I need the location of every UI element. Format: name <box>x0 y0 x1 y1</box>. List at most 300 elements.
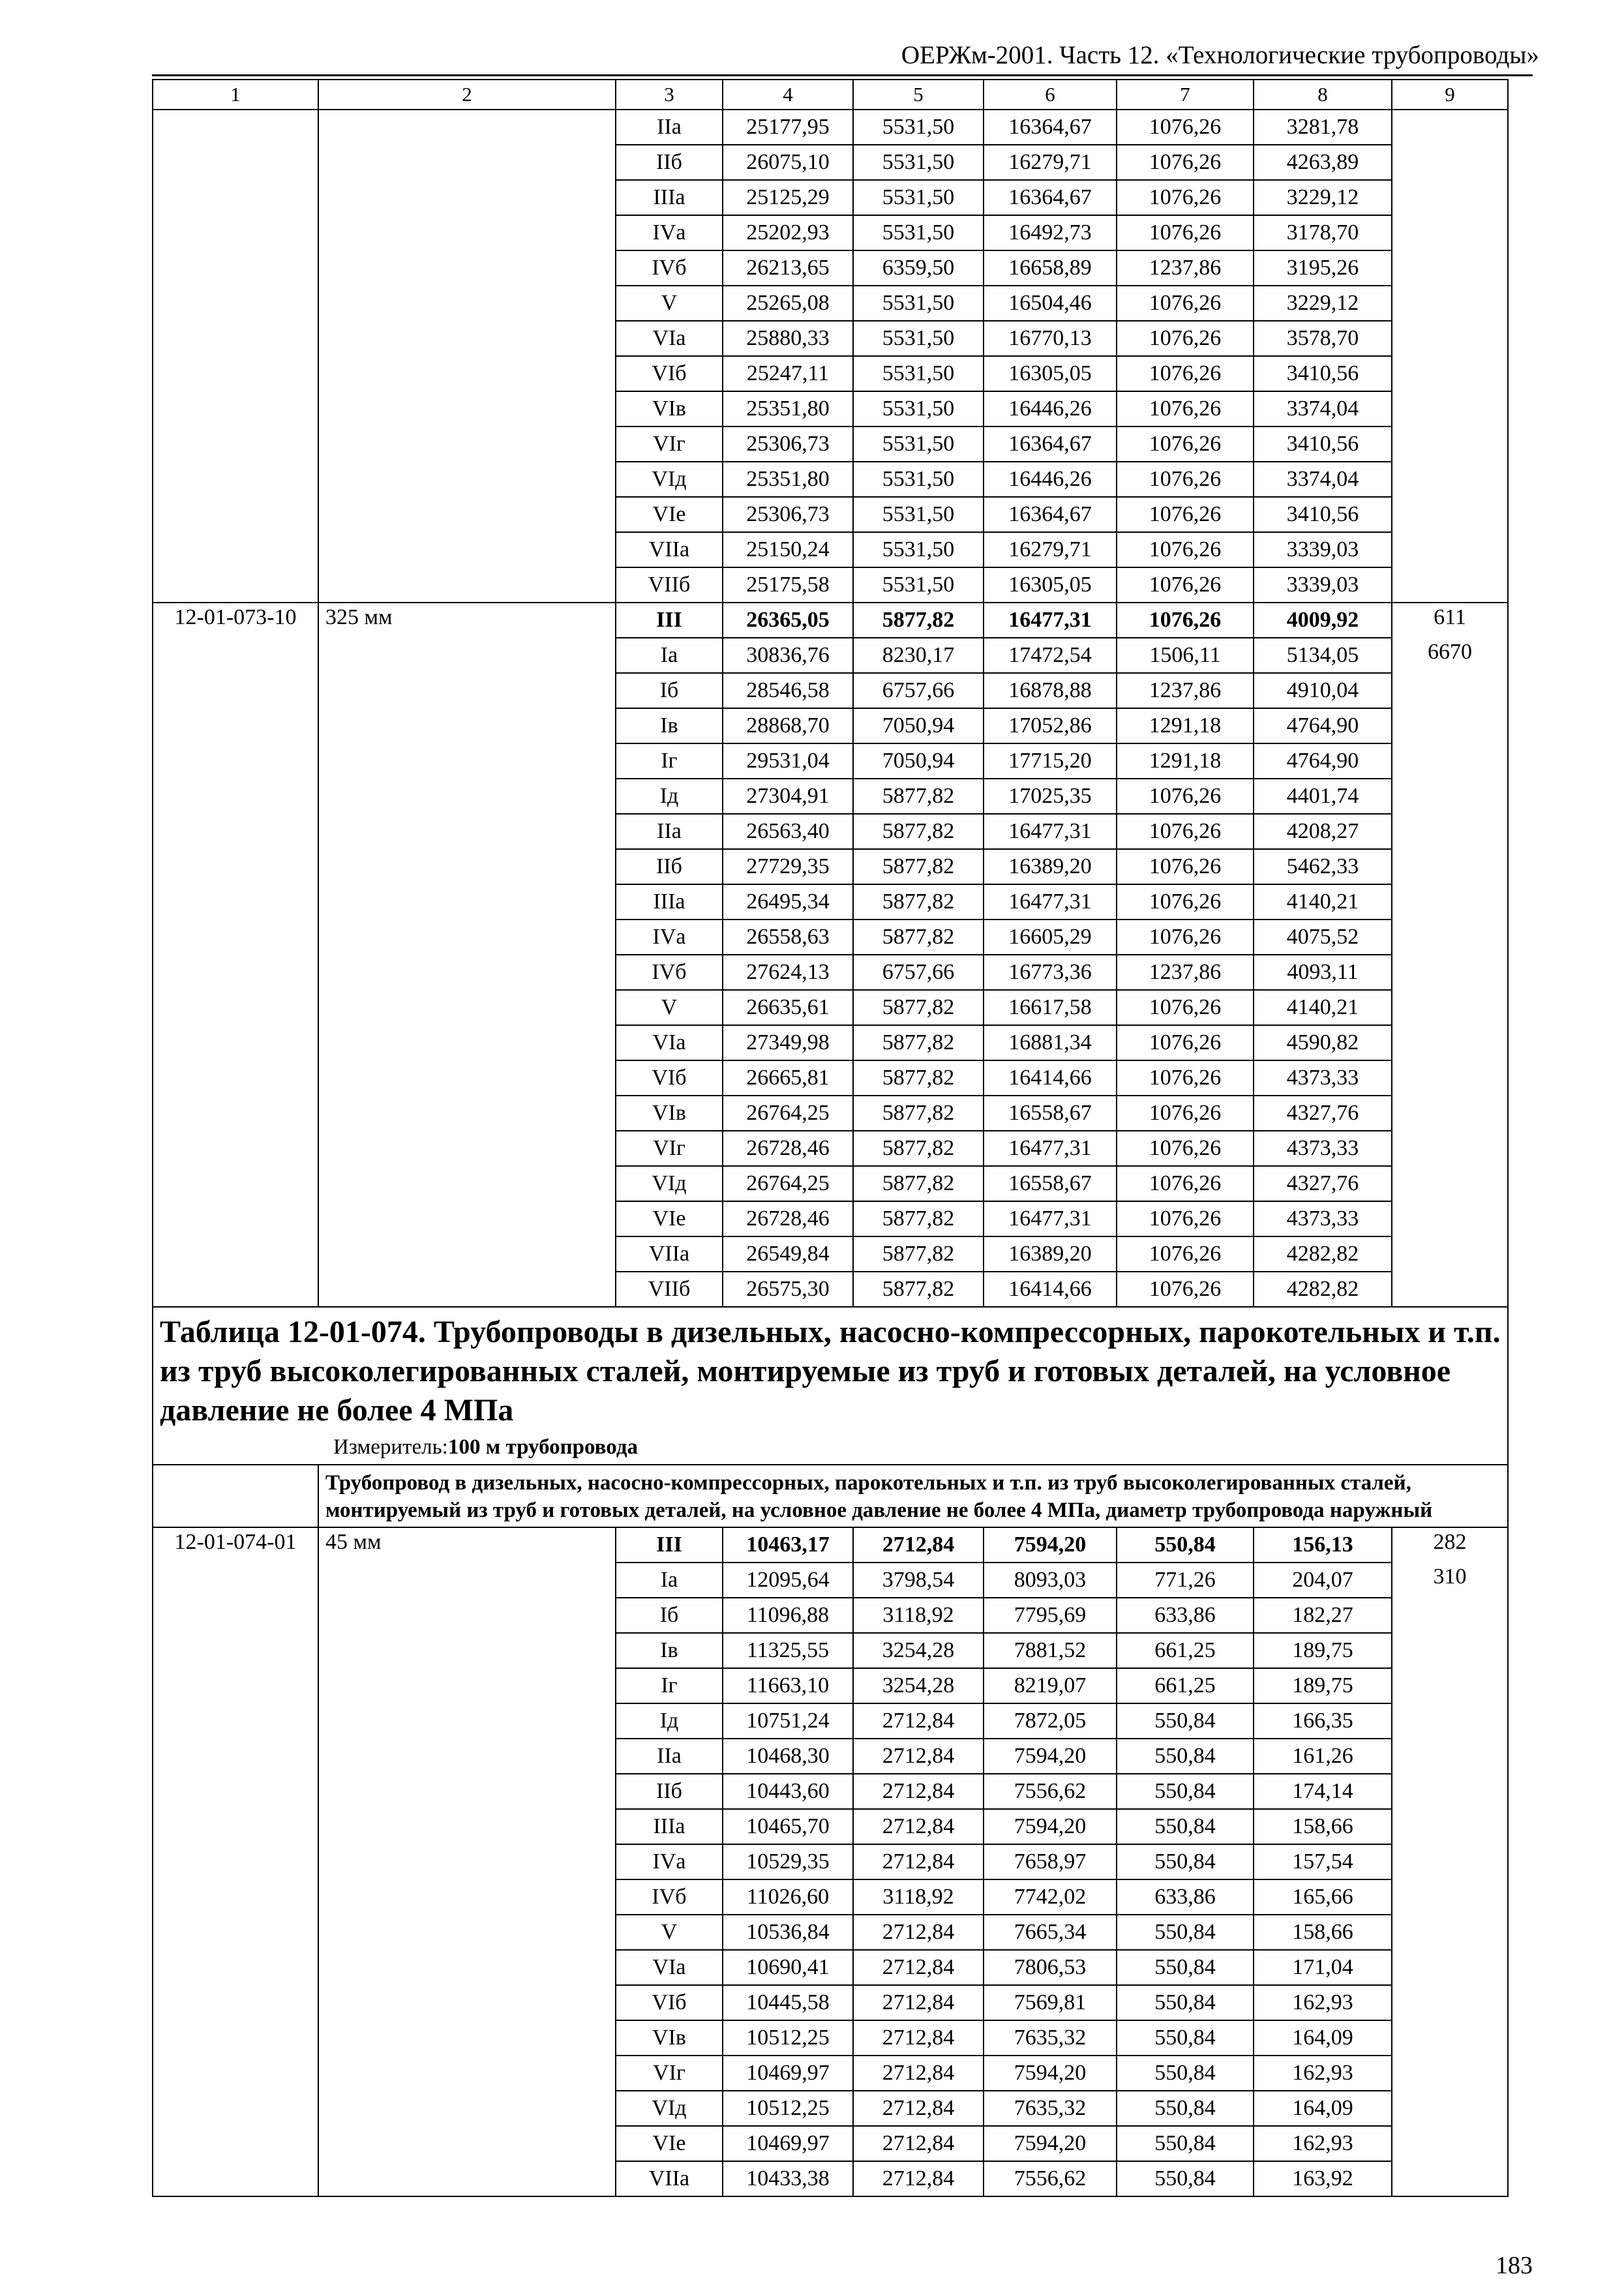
materials-cost-cell: 166,35 <box>1254 1703 1392 1739</box>
materials-cost-cell: 4373,33 <box>1254 1201 1392 1236</box>
materials-cost-cell: 164,09 <box>1254 2020 1392 2056</box>
labor-cost-cell <box>1392 532 1508 567</box>
machine-cost-cell: 16389,20 <box>984 1236 1117 1272</box>
diameter-cell <box>318 1131 616 1166</box>
labor-cost-cell <box>1392 990 1508 1025</box>
zone-cell: Iг <box>616 743 723 779</box>
diameter-cell <box>318 2126 616 2161</box>
materials-cost-cell: 164,09 <box>1254 2091 1392 2126</box>
rate-code-cell <box>153 1668 318 1703</box>
driver-wages-cell: 1076,26 <box>1117 1236 1254 1272</box>
driver-wages-cell: 1076,26 <box>1117 1060 1254 1096</box>
materials-cost-cell: 4208,27 <box>1254 814 1392 849</box>
diameter-cell <box>318 990 616 1025</box>
diameter-cell <box>318 708 616 743</box>
materials-cost-cell: 4140,21 <box>1254 990 1392 1025</box>
driver-wages-cell: 1076,26 <box>1117 849 1254 884</box>
wages-cell: 5877,82 <box>853 1166 984 1201</box>
zone-cell: VIа <box>616 1025 723 1060</box>
machine-cost-cell: 16305,05 <box>984 567 1117 603</box>
measurement-unit-label: Измеритель: <box>333 1435 448 1459</box>
machine-cost-cell: 16658,89 <box>984 250 1117 286</box>
wages-cell: 5531,50 <box>853 110 984 145</box>
driver-wages-cell: 1237,86 <box>1117 955 1254 990</box>
diameter-cell <box>318 920 616 955</box>
machine-cost-cell: 16389,20 <box>984 849 1117 884</box>
driver-wages-cell: 1076,26 <box>1117 1025 1254 1060</box>
driver-wages-cell: 1076,26 <box>1117 814 1254 849</box>
total-cost-cell: 10463,17 <box>723 1527 853 1563</box>
total-cost-cell: 28868,70 <box>723 708 853 743</box>
labor-cost-cell <box>1392 2020 1508 2056</box>
table-row <box>153 250 1508 286</box>
wages-cell: 5877,82 <box>853 1272 984 1307</box>
machine-cost-cell: 16492,73 <box>984 215 1117 250</box>
zone-cell: VIб <box>616 356 723 391</box>
rate-code-cell <box>153 1025 318 1060</box>
labor-cost-cell <box>1392 849 1508 884</box>
driver-wages-cell: 1076,26 <box>1117 1166 1254 1201</box>
labor-cost-cell <box>1392 708 1508 743</box>
wages-cell: 2712,84 <box>853 1985 984 2020</box>
materials-cost-cell: 4093,11 <box>1254 955 1392 990</box>
total-cost-cell: 10469,97 <box>723 2056 853 2091</box>
labor-cost-cell <box>1392 1236 1508 1272</box>
driver-wages-cell: 550,84 <box>1117 2020 1254 2056</box>
total-cost-cell: 26213,65 <box>723 250 853 286</box>
table-row <box>153 145 1508 180</box>
table-row <box>153 955 1508 990</box>
materials-cost-cell: 3195,26 <box>1254 250 1392 286</box>
diameter-cell <box>318 814 616 849</box>
table-row <box>153 1096 1508 1131</box>
total-cost-cell: 26365,05 <box>723 603 853 638</box>
machine-cost-cell: 16477,31 <box>984 884 1117 920</box>
table-row <box>153 1527 1508 1563</box>
rate-code-cell <box>153 1131 318 1166</box>
zone-cell: IIа <box>616 1739 723 1774</box>
wages-cell: 5531,50 <box>853 426 984 462</box>
diameter-cell <box>318 532 616 567</box>
driver-wages-cell: 1076,26 <box>1117 920 1254 955</box>
labor-cost-cell <box>1392 1633 1508 1668</box>
table-row <box>153 1272 1508 1307</box>
materials-cost-cell: 4764,90 <box>1254 708 1392 743</box>
table-row <box>153 391 1508 426</box>
zone-cell: VIв <box>616 2020 723 2056</box>
labor-cost-cell <box>1392 215 1508 250</box>
diameter-cell: 325 мм <box>318 603 616 638</box>
total-cost-cell: 27349,98 <box>723 1025 853 1060</box>
total-cost-cell: 25306,73 <box>723 426 853 462</box>
diameter-cell <box>318 1739 616 1774</box>
rate-code-cell <box>153 1915 318 1950</box>
materials-cost-cell: 3410,56 <box>1254 426 1392 462</box>
rate-code-cell <box>153 2056 318 2091</box>
zone-cell: VIе <box>616 2126 723 2161</box>
table-row <box>153 1915 1508 1950</box>
total-cost-cell: 26728,46 <box>723 1131 853 1166</box>
materials-cost-cell: 189,75 <box>1254 1633 1392 1668</box>
zone-cell: VIIб <box>616 1272 723 1307</box>
labor-cost-cell <box>1392 321 1508 356</box>
machine-cost-cell: 16558,67 <box>984 1166 1117 1201</box>
column-number: 6 <box>984 80 1117 110</box>
materials-cost-cell: 4590,82 <box>1254 1025 1392 1060</box>
labor-cost-cell <box>1392 1844 1508 1879</box>
zone-cell: Iа <box>616 1563 723 1598</box>
materials-cost-cell: 158,66 <box>1254 1915 1392 1950</box>
table-row <box>153 2126 1508 2161</box>
machine-cost-cell: 7556,62 <box>984 1774 1117 1809</box>
labor-cost-cell: 282 <box>1392 1527 1508 1563</box>
rate-code-cell <box>153 779 318 814</box>
total-cost-cell: 11096,88 <box>723 1598 853 1633</box>
total-cost-cell: 26549,84 <box>723 1236 853 1272</box>
table-row <box>153 1025 1508 1060</box>
diameter-cell <box>318 1025 616 1060</box>
diameter-cell <box>318 286 616 321</box>
diameter-cell <box>318 1844 616 1879</box>
zone-cell: IIIа <box>616 180 723 215</box>
table-title: Таблица 12-01-074. Трубопроводы в дизельных, насосно-компрессорных, парокотельных и т.п. из труб высоколегированных сталей, монтируемые из труб и готовых деталей, на условное давление не более 4 МПа <box>160 1315 1501 1428</box>
diameter-cell <box>318 955 616 990</box>
table-row <box>153 286 1508 321</box>
machine-cost-cell: 16364,67 <box>984 497 1117 532</box>
total-cost-cell: 26575,30 <box>723 1272 853 1307</box>
machine-cost-cell: 7872,05 <box>984 1703 1117 1739</box>
rate-code-cell <box>153 321 318 356</box>
zone-cell: VIг <box>616 1131 723 1166</box>
materials-cost-cell: 3229,12 <box>1254 286 1392 321</box>
materials-cost-cell: 3410,56 <box>1254 356 1392 391</box>
zone-cell: VIг <box>616 426 723 462</box>
zone-cell: VIв <box>616 391 723 426</box>
labor-cost-cell <box>1392 1598 1508 1633</box>
driver-wages-cell: 1076,26 <box>1117 1131 1254 1166</box>
wages-cell: 8230,17 <box>853 638 984 673</box>
column-number: 7 <box>1117 80 1254 110</box>
wages-cell: 5531,50 <box>853 462 984 497</box>
total-cost-cell: 27304,91 <box>723 779 853 814</box>
table-row <box>153 743 1508 779</box>
driver-wages-cell: 1076,26 <box>1117 391 1254 426</box>
wages-cell: 5531,50 <box>853 286 984 321</box>
diameter-cell <box>318 638 616 673</box>
table-row <box>153 920 1508 955</box>
driver-wages-cell: 550,84 <box>1117 1915 1254 1950</box>
zone-cell: VIд <box>616 2091 723 2126</box>
labor-cost-cell <box>1392 462 1508 497</box>
machine-cost-cell: 16617,58 <box>984 990 1117 1025</box>
machine-cost-cell: 7658,97 <box>984 1844 1117 1879</box>
table-row <box>153 567 1508 603</box>
driver-wages-cell: 1076,26 <box>1117 497 1254 532</box>
diameter-cell <box>318 1809 616 1844</box>
column-number: 5 <box>853 80 984 110</box>
labor-cost-cell <box>1392 2091 1508 2126</box>
rate-code-cell <box>153 884 318 920</box>
driver-wages-cell: 1291,18 <box>1117 708 1254 743</box>
wages-cell: 6757,66 <box>853 955 984 990</box>
total-cost-cell: 26764,25 <box>723 1096 853 1131</box>
machine-cost-cell: 16279,71 <box>984 532 1117 567</box>
wages-cell: 2712,84 <box>853 1915 984 1950</box>
zone-cell: IVа <box>616 215 723 250</box>
driver-wages-cell: 1076,26 <box>1117 426 1254 462</box>
wages-cell: 2712,84 <box>853 1844 984 1879</box>
machine-cost-cell: 16414,66 <box>984 1272 1117 1307</box>
wages-cell: 5531,50 <box>853 356 984 391</box>
rate-code-cell <box>153 145 318 180</box>
materials-cost-cell: 163,92 <box>1254 2161 1392 2196</box>
labor-cost-cell <box>1392 779 1508 814</box>
zone-cell: VIд <box>616 462 723 497</box>
machine-cost-cell: 7594,20 <box>984 1527 1117 1563</box>
materials-cost-cell: 162,93 <box>1254 1985 1392 2020</box>
table-row <box>153 497 1508 532</box>
total-cost-cell: 27624,13 <box>723 955 853 990</box>
wages-cell: 2712,84 <box>853 1739 984 1774</box>
machine-cost-cell: 16477,31 <box>984 603 1117 638</box>
materials-cost-cell: 5134,05 <box>1254 638 1392 673</box>
driver-wages-cell: 1076,26 <box>1117 990 1254 1025</box>
total-cost-cell: 25351,80 <box>723 391 853 426</box>
wages-cell: 3254,28 <box>853 1633 984 1668</box>
rate-code-cell <box>153 110 318 145</box>
driver-wages-cell: 550,84 <box>1117 1950 1254 1985</box>
materials-cost-cell: 4263,89 <box>1254 145 1392 180</box>
materials-cost-cell: 4327,76 <box>1254 1166 1392 1201</box>
zone-cell: IIб <box>616 849 723 884</box>
empty-cell <box>153 1465 318 1527</box>
driver-wages-cell: 1076,26 <box>1117 215 1254 250</box>
driver-wages-cell: 633,86 <box>1117 1879 1254 1915</box>
machine-cost-cell: 7665,34 <box>984 1915 1117 1950</box>
table-row <box>153 1879 1508 1915</box>
table-row <box>153 1201 1508 1236</box>
table-row <box>153 814 1508 849</box>
machine-cost-cell: 17715,20 <box>984 743 1117 779</box>
table-row <box>153 708 1508 743</box>
rate-code-cell <box>153 1166 318 1201</box>
diameter-cell <box>318 1563 616 1598</box>
wages-cell: 7050,94 <box>853 743 984 779</box>
total-cost-cell: 10469,97 <box>723 2126 853 2161</box>
table-row <box>153 1809 1508 1844</box>
labor-cost-cell <box>1392 180 1508 215</box>
table-row <box>153 638 1508 673</box>
table-title-cell <box>153 1307 1508 1465</box>
machine-cost-cell: 16279,71 <box>984 145 1117 180</box>
zone-cell: IIб <box>616 1774 723 1809</box>
wages-cell: 2712,84 <box>853 1527 984 1563</box>
driver-wages-cell: 771,26 <box>1117 1563 1254 1598</box>
wages-cell: 5531,50 <box>853 180 984 215</box>
table-row <box>153 1060 1508 1096</box>
materials-cost-cell: 4009,92 <box>1254 603 1392 638</box>
rate-code-cell <box>153 1201 318 1236</box>
materials-cost-cell: 4282,82 <box>1254 1236 1392 1272</box>
zone-cell: V <box>616 286 723 321</box>
rate-code-cell <box>153 1563 318 1598</box>
diameter-cell <box>318 1236 616 1272</box>
diameter-cell <box>318 1950 616 1985</box>
wages-cell: 5877,82 <box>853 1131 984 1166</box>
measurement-unit <box>333 1434 1501 1460</box>
rate-code-cell <box>153 1096 318 1131</box>
table-row <box>153 1668 1508 1703</box>
table-row <box>153 2091 1508 2126</box>
column-number: 4 <box>723 80 853 110</box>
table-row <box>153 1703 1508 1739</box>
table-row <box>153 1633 1508 1668</box>
machine-cost-cell: 7635,32 <box>984 2091 1117 2126</box>
labor-cost-cell <box>1392 2161 1508 2196</box>
total-cost-cell: 25247,11 <box>723 356 853 391</box>
rate-code-cell <box>153 1703 318 1739</box>
driver-wages-cell: 550,84 <box>1117 1703 1254 1739</box>
total-cost-cell: 10468,30 <box>723 1739 853 1774</box>
wages-cell: 5877,82 <box>853 779 984 814</box>
labor-cost-cell <box>1392 2056 1508 2091</box>
zone-cell: IVб <box>616 955 723 990</box>
materials-cost-cell: 3178,70 <box>1254 215 1392 250</box>
total-cost-cell: 30836,76 <box>723 638 853 673</box>
materials-cost-cell: 4910,04 <box>1254 673 1392 708</box>
machine-cost-cell: 16414,66 <box>984 1060 1117 1096</box>
total-cost-cell: 26495,34 <box>723 884 853 920</box>
table-row <box>153 1131 1508 1166</box>
diameter-cell <box>318 110 616 145</box>
measurement-unit-value: 100 м трубопровода <box>448 1435 639 1459</box>
zone-cell: VIа <box>616 321 723 356</box>
wages-cell: 2712,84 <box>853 1774 984 1809</box>
rate-code-cell <box>153 743 318 779</box>
table-row <box>153 990 1508 1025</box>
labor-cost-cell <box>1392 1703 1508 1739</box>
table-row <box>153 1950 1508 1985</box>
diameter-cell <box>318 180 616 215</box>
diameter-cell <box>318 849 616 884</box>
zone-cell: VIд <box>616 1166 723 1201</box>
materials-cost-cell: 4401,74 <box>1254 779 1392 814</box>
rate-code-cell <box>153 215 318 250</box>
total-cost-cell: 12095,64 <box>723 1563 853 1598</box>
rate-code-cell <box>153 462 318 497</box>
total-cost-cell: 25125,29 <box>723 180 853 215</box>
table-row <box>153 779 1508 814</box>
total-cost-cell: 29531,04 <box>723 743 853 779</box>
materials-cost-cell: 3281,78 <box>1254 110 1392 145</box>
machine-cost-cell: 8093,03 <box>984 1563 1117 1598</box>
wages-cell: 5531,50 <box>853 321 984 356</box>
table-row <box>153 2056 1508 2091</box>
driver-wages-cell: 550,84 <box>1117 1844 1254 1879</box>
machine-cost-cell: 8219,07 <box>984 1668 1117 1703</box>
zone-cell: VIб <box>616 1985 723 2020</box>
table-row <box>153 1739 1508 1774</box>
zone-cell: V <box>616 1915 723 1950</box>
rate-code-cell <box>153 814 318 849</box>
wages-cell: 5877,82 <box>853 849 984 884</box>
diameter-cell <box>318 1915 616 1950</box>
rate-code-cell <box>153 391 318 426</box>
column-number: 3 <box>616 80 723 110</box>
driver-wages-cell: 1076,26 <box>1117 603 1254 638</box>
labor-cost-cell <box>1392 1025 1508 1060</box>
zone-cell: Iд <box>616 1703 723 1739</box>
rate-code-cell <box>153 426 318 462</box>
rate-code-cell <box>153 1809 318 1844</box>
rate-code-cell <box>153 849 318 884</box>
driver-wages-cell: 633,86 <box>1117 1598 1254 1633</box>
labor-cost-cell <box>1392 1809 1508 1844</box>
driver-wages-cell: 1291,18 <box>1117 743 1254 779</box>
total-cost-cell: 10443,60 <box>723 1774 853 1809</box>
rate-code-cell <box>153 2091 318 2126</box>
rate-code-cell <box>153 673 318 708</box>
driver-wages-cell: 1237,86 <box>1117 250 1254 286</box>
machine-cost-cell: 16770,13 <box>984 321 1117 356</box>
rate-code-cell <box>153 250 318 286</box>
rates-table-frame <box>152 79 1509 2197</box>
materials-cost-cell: 3374,04 <box>1254 462 1392 497</box>
rate-code-cell: 12-01-073-10 <box>153 603 318 638</box>
table-row <box>153 1563 1508 1598</box>
driver-wages-cell: 1506,11 <box>1117 638 1254 673</box>
labor-cost-cell <box>1392 497 1508 532</box>
labor-cost-cell <box>1392 1950 1508 1985</box>
table-row <box>153 603 1508 638</box>
total-cost-cell: 25265,08 <box>723 286 853 321</box>
table-row <box>153 180 1508 215</box>
diameter-cell <box>318 1985 616 2020</box>
diameter-cell <box>318 250 616 286</box>
zone-cell: V <box>616 990 723 1025</box>
column-number: 1 <box>153 80 318 110</box>
driver-wages-cell: 1076,26 <box>1117 462 1254 497</box>
wages-cell: 2712,84 <box>853 2126 984 2161</box>
zone-cell: IIIа <box>616 884 723 920</box>
total-cost-cell: 10465,70 <box>723 1809 853 1844</box>
page-header: ОЕРЖм-2001. Часть 12. «Технологические трубопроводы» <box>901 41 1539 69</box>
total-cost-cell: 25306,73 <box>723 497 853 532</box>
total-cost-cell: 25175,58 <box>723 567 853 603</box>
diameter-cell <box>318 1668 616 1703</box>
zone-cell: Iг <box>616 1668 723 1703</box>
machine-cost-cell: 16878,88 <box>984 673 1117 708</box>
machine-cost-cell: 7569,81 <box>984 1985 1117 2020</box>
total-cost-cell: 25880,33 <box>723 321 853 356</box>
wages-cell: 2712,84 <box>853 1950 984 1985</box>
table-row <box>153 1236 1508 1272</box>
diameter-cell <box>318 1060 616 1096</box>
zone-cell: IVб <box>616 250 723 286</box>
labor-cost-cell <box>1392 1060 1508 1096</box>
machine-cost-cell: 16364,67 <box>984 180 1117 215</box>
rate-code-cell <box>153 920 318 955</box>
total-cost-cell: 25351,80 <box>723 462 853 497</box>
machine-cost-cell: 16477,31 <box>984 1131 1117 1166</box>
diameter-cell <box>318 215 616 250</box>
rate-code-cell <box>153 1598 318 1633</box>
materials-cost-cell: 156,13 <box>1254 1527 1392 1563</box>
zone-cell: VIIа <box>616 1236 723 1272</box>
labor-cost-cell <box>1392 1668 1508 1703</box>
rate-code-cell <box>153 497 318 532</box>
machine-cost-cell: 16446,26 <box>984 462 1117 497</box>
